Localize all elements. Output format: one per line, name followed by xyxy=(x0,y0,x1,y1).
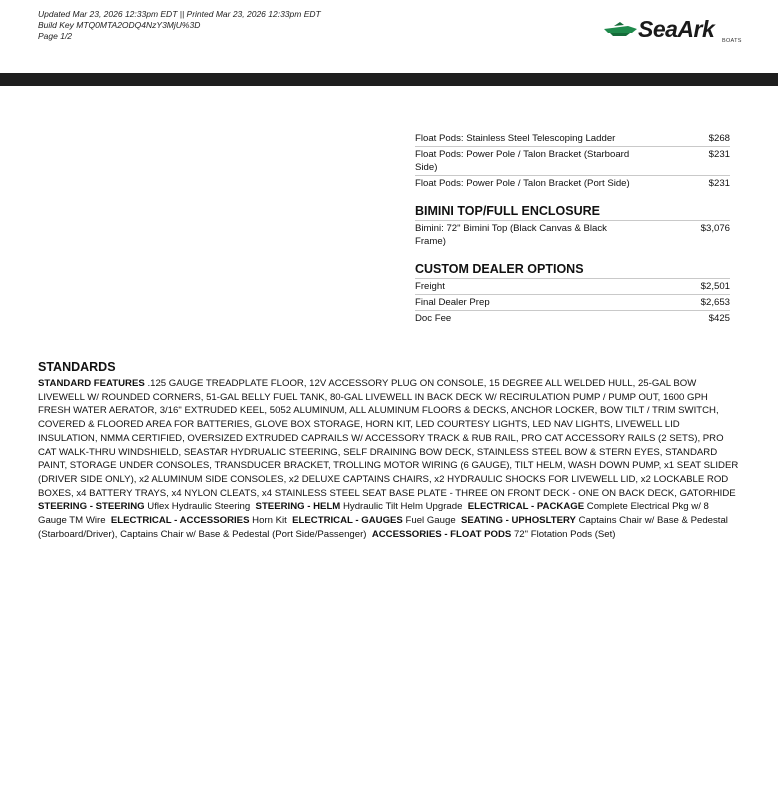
brand-name: SeaArk xyxy=(638,16,715,42)
item-description: Bimini: 72" Bimini Top (Black Canvas & Black Frame) xyxy=(415,223,607,247)
page-number: Page 1/2 xyxy=(38,31,73,41)
item-description: Float Pods: Stainless Steel Telescoping Ladder xyxy=(415,133,616,144)
standard-text: Fuel Gauge xyxy=(405,515,456,527)
standard-text: 72" Flotation Pods (Set) xyxy=(513,528,616,540)
item-description: Freight xyxy=(415,281,445,292)
section-title-dealer: CUSTOM DEALER OPTIONS xyxy=(415,262,730,279)
standard-text: Hydraulic Tilt Helm Upgrade xyxy=(342,501,463,513)
standard-label: ELECTRICAL - GAUGES xyxy=(292,515,403,527)
build-key: Build Key MTQ0MTA2ODQ4NzY3MjU%3D xyxy=(38,20,201,30)
standard-text: Uflex Hydraulic Steering xyxy=(147,501,251,513)
standard-label: ACCESSORIES - FLOAT PODS xyxy=(371,528,512,540)
list-item xyxy=(415,295,730,311)
updated-printed-line: Updated Mar 23, 2026 12:33pm EDT || Printed Mar 23, 2026 12:33pm EDT xyxy=(38,9,321,19)
standard-label: STANDARD FEATURES xyxy=(38,378,145,389)
standard-label: ELECTRICAL - ACCESSORIES xyxy=(110,515,250,527)
standard-label: STEERING - STEERING xyxy=(38,501,145,513)
item-description: Float Pods: Power Pole / Talon Bracket (Starboard Side) xyxy=(415,149,630,173)
standard-text: Captains Chair w/ Base & Pedestal (Starboard/Driver), Captains Chair w/ Base & Pedestal (Port Side/Passenger) xyxy=(38,515,728,540)
list-item xyxy=(415,279,730,295)
boat-logo-icon xyxy=(604,20,638,40)
list-item xyxy=(415,176,730,191)
item-price: $231 xyxy=(708,178,730,189)
standards-title: STANDARDS xyxy=(38,360,116,374)
item-price: $231 xyxy=(708,149,730,160)
list-item xyxy=(415,131,730,147)
seaark-logo xyxy=(604,16,744,46)
print-metadata xyxy=(38,9,321,42)
standard-label: ELECTRICAL - PACKAGE xyxy=(467,501,585,513)
standard-text: Complete Electrical Pkg w/ 8 Gauge TM Wire xyxy=(38,501,709,527)
item-description: Float Pods: Power Pole / Talon Bracket (Port Side) xyxy=(415,178,630,189)
header-divider-bar xyxy=(0,73,778,86)
list-item xyxy=(415,311,730,326)
item-price: $3,076 xyxy=(700,223,730,234)
standards-section xyxy=(38,360,740,541)
section-title-bimini: BIMINI TOP/FULL ENCLOSURE xyxy=(415,204,730,221)
options-column xyxy=(415,131,730,326)
list-item xyxy=(415,147,730,176)
standard-label: SEATING - UPHOSLTERY xyxy=(461,515,576,527)
brand-subtitle: BOATS xyxy=(722,38,742,44)
item-price: $2,501 xyxy=(700,281,730,292)
standard-text: Horn Kit xyxy=(252,515,287,527)
item-description: Doc Fee xyxy=(415,313,452,324)
item-price: $268 xyxy=(708,133,730,144)
standard-text: .125 GAUGE TREADPLATE FLOOR, 12V ACCESSORY PLUG ON CONSOLE, 15 DEGREE ALL WELDED HULL, 25-GAL BOW LIVEWELL W/ ROUNDED CORNERS, 51-GAL BELLY FUEL TANK, 80-GAL LIVEWELL IN BACK DECK W/ RECIRULATION PUMP / PUMP OUT, 1600 GPH FRESH WATER AERATOR, 3/16" EXTRUDED KEEL, 5052 ALUMINUM, ALL ALUMINUM FLOORS & DECKS, ANCHOR LOCKER, BOW TILT / TRIM SWITCH, COVERED & FLOORED AREA FOR BATTERIES, GLOVE BOX STORAGE, HORN KIT, LED COURTESY LIGHTS, LED NAV LIGHTS, LIVEWELL LID INSULATION, NMMA CERTIFIED, OVERSIZED EXTRUDED CAPRAILS W/ ACCESSORY TRACK & RUB RAIL, PRO CAT ACCESSORY RAILS (2 SETS), PRO CAT WALK-THRU WINDSHIELD, SEASTAR HYDRUALIC STEERING, SELF DRAINING BOW DECK, STAINLESS STEEL BOW & STERN EYES, STANDARD PAINT, STORAGE UNDER CONSOLES, TRANSDUCER BRACKET, TROLLING MOTOR WIRING (6 GAUGE), TILT HELM, WASH DOWN PUMP, x1 SEAT SLIDER (DRIVER SIDE ONLY), x2 ALUMINUM SIDE CONSOLES, x2 DELUXE CAPTAINS CHAIRS, x2 HYDRAULIC SHOCKS FOR LIVEWELL LID, x2 LOCKABLE ROD BOXES, x4 BATTERY TRAYS, x4 NYLON CLEATS, x4 STAINLESS STEEL SEAT BASE PLATE - THREE ON FRONT DECK - ONE ON BACK DECK, GATORHIDE xyxy=(38,378,739,499)
standards-body xyxy=(38,377,740,541)
item-price: $2,653 xyxy=(700,297,730,308)
item-description: Final Dealer Prep xyxy=(415,297,490,308)
list-item xyxy=(415,221,730,249)
float-pods-list xyxy=(415,131,730,191)
standard-label: STEERING - HELM xyxy=(255,501,341,513)
item-price: $425 xyxy=(708,313,730,324)
